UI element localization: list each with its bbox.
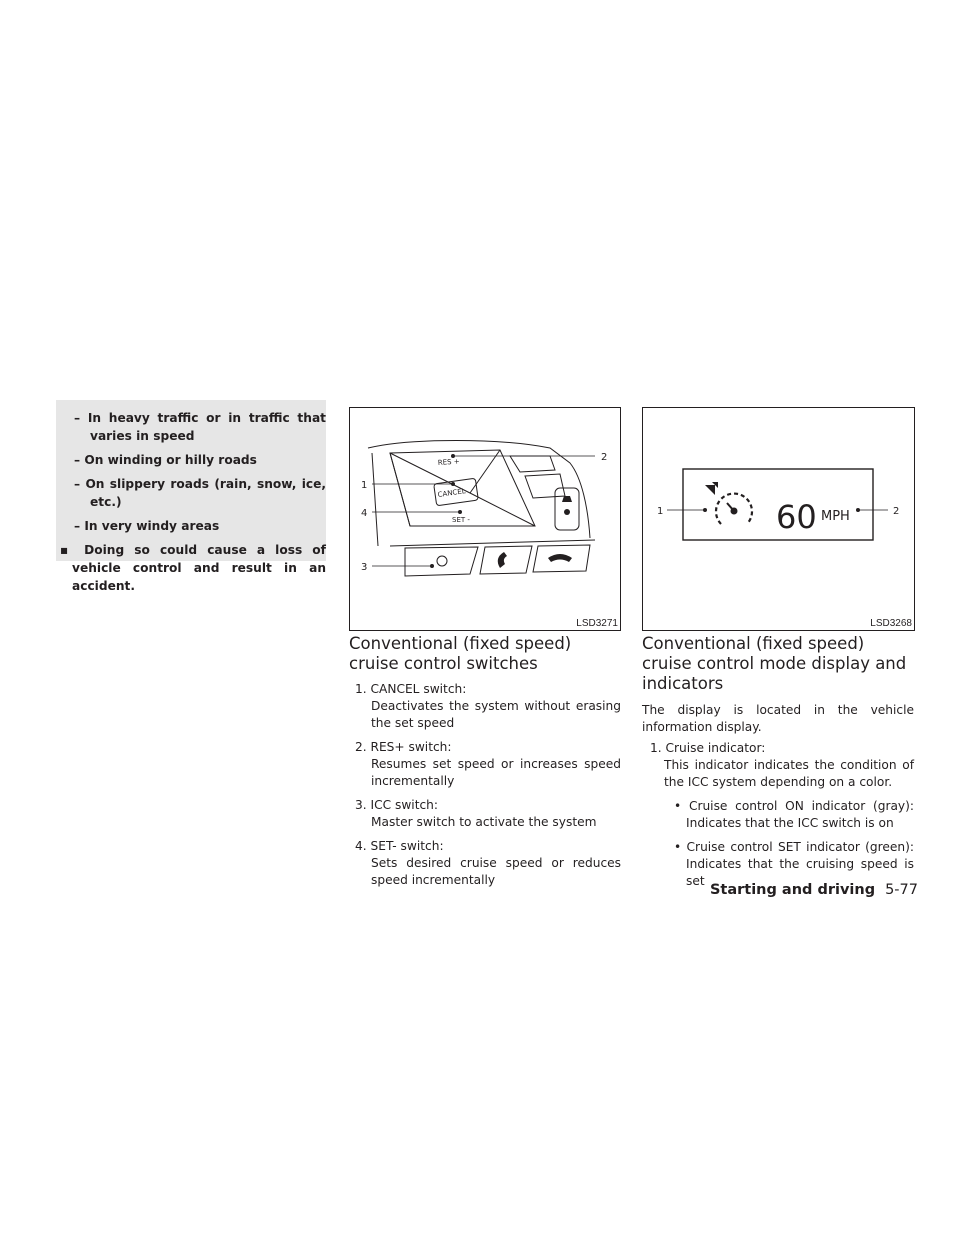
page-footer [710, 882, 918, 898]
callout-3: 3 [361, 562, 368, 573]
warning-dash-item: – In heavy traffic or in traffic that varies in speed [74, 411, 326, 443]
callout-1: 1 [657, 506, 664, 517]
warning-dash-item: – On winding or hilly roads [74, 453, 257, 467]
figure-cruise-switches [349, 407, 621, 631]
list-item: 3. ICC switch: Master switch to activate the system [355, 798, 597, 829]
res-label: RES + [437, 457, 460, 467]
switch-illustration [350, 408, 620, 618]
list-item: • Cruise control SET indicator (green): Indicates that the cruising speed is set [674, 840, 914, 888]
arrow-icon [705, 482, 718, 495]
list-item: 1. CANCEL switch: Deactivates the system without erasing the set speed [355, 682, 621, 730]
page-number: 5-77 [885, 882, 918, 898]
list-item: 2. RES+ switch: Resumes set speed or increases speed incrementally [355, 740, 621, 788]
figure-id: LSD3271 [576, 618, 618, 629]
warning-dash-item: – On slippery roads (rain, snow, ice, etc.) [74, 477, 326, 509]
speed-value: 60 [776, 498, 817, 536]
figure-cruise-display [642, 407, 915, 631]
warning-bullet: ▪ Doing so could cause a loss of vehicle control and result in an accident. [60, 543, 326, 593]
cancel-label: CANCEL [437, 487, 467, 499]
warning-list [56, 409, 326, 595]
warning-dash-item: – In very windy areas [74, 519, 220, 533]
switch-list [349, 681, 621, 889]
list-item: 1. Cruise indicator: This indicator indicates the condition of the ICC system depending on a color. [650, 741, 914, 789]
section-cruise-display [642, 634, 914, 890]
set-label: SET - [452, 516, 470, 524]
list-item: 4. SET- switch: Sets desired cruise speed or reduces speed incrementally [355, 839, 621, 887]
callout-2: 2 [893, 506, 900, 517]
indicator-list [642, 798, 914, 890]
section-title: Conventional (fixed speed) cruise control mode display and indicators [642, 634, 907, 693]
speed-unit: MPH [821, 509, 850, 524]
figure-id: LSD3268 [870, 618, 912, 629]
section-intro: The display is located in the vehicle information display. [642, 703, 914, 734]
callout-2: 2 [601, 452, 608, 463]
callout-1: 1 [361, 480, 368, 491]
section-title: Conventional (fixed speed) cruise control switches [349, 634, 572, 673]
list-item: • Cruise control ON indicator (gray): Indicates that the ICC switch is on [674, 799, 914, 830]
callout-4: 4 [361, 508, 368, 519]
display-illustration [643, 408, 914, 618]
section-cruise-switches [349, 634, 621, 889]
warning-box [56, 400, 326, 593]
footer-section: Starting and driving [709, 882, 876, 898]
